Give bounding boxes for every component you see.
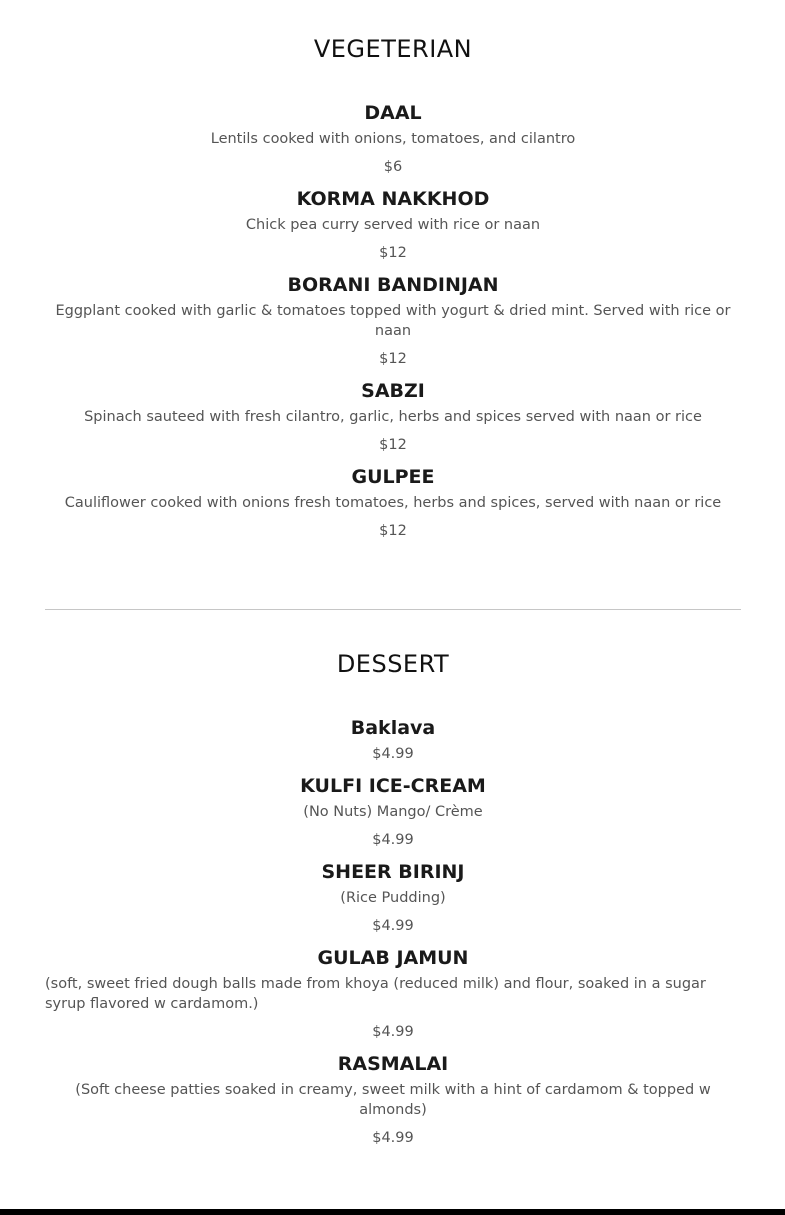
- item-price: $4.99: [372, 918, 414, 934]
- item-description: (Soft cheese patties soaked in creamy, sweet milk with a hint of cardamom & topped w almonds): [75, 1082, 711, 1118]
- dessert-section: [45, 649, 741, 1148]
- menu-item-baklava: [45, 716, 741, 764]
- item-name: GULPEE: [351, 466, 435, 488]
- menu-item-gulab-jamun: [45, 946, 741, 1042]
- item-description: Eggplant cooked with garlic & tomatoes topped with yogurt & dried mint. Served with rice or naan: [55, 303, 731, 339]
- item-name: BORANI BANDINJAN: [287, 274, 499, 296]
- item-description: Lentils cooked with onions, tomatoes, and cilantro: [210, 131, 576, 147]
- section-title: DESSERT: [336, 650, 450, 678]
- menu-item-borani-bandinjan: [45, 273, 741, 369]
- item-name: DAAL: [364, 102, 422, 124]
- item-name: KULFI ICE-CREAM: [300, 775, 486, 797]
- footer-bar: [0, 1209, 785, 1215]
- item-description: Spinach sauteed with fresh cilantro, garlic, herbs and spices served with naan or rice: [84, 409, 702, 425]
- item-name: RASMALAI: [337, 1053, 449, 1075]
- menu-item-rasmalai: [45, 1052, 741, 1148]
- item-price: $4.99: [372, 746, 414, 762]
- item-price: $12: [379, 437, 407, 453]
- item-name: Baklava: [350, 717, 436, 739]
- item-price: $4.99: [372, 832, 414, 848]
- item-name: SHEER BIRINJ: [321, 861, 465, 883]
- item-price: $6: [383, 159, 403, 175]
- item-price: $12: [379, 245, 407, 261]
- menu-item-daal: [45, 101, 741, 177]
- menu-item-korma-nakkhod: [45, 187, 741, 263]
- item-price: $4.99: [372, 1130, 414, 1146]
- item-description: (soft, sweet fried dough balls made from khoya (reduced milk) and flour, soaked in a sugar syrup flavored w cardamom.): [45, 976, 706, 1012]
- vegetarian-section: [45, 34, 741, 541]
- item-description: Chick pea curry served with rice or naan: [245, 217, 541, 233]
- menu-item-sheer-birinj: [45, 860, 741, 936]
- section-title: VEGETERIAN: [313, 35, 473, 63]
- item-name: GULAB JAMUN: [317, 947, 469, 969]
- item-description: (No Nuts) Mango/ Crème: [303, 804, 483, 820]
- item-name: SABZI: [361, 380, 425, 402]
- menu-item-sabzi: [45, 379, 741, 455]
- item-price: $12: [379, 351, 407, 367]
- item-description: Cauliflower cooked with onions fresh tomatoes, herbs and spices, served with naan or rice: [64, 495, 722, 511]
- item-price: $12: [379, 523, 407, 539]
- item-name: KORMA NAKKHOD: [296, 188, 490, 210]
- item-description: (Rice Pudding): [340, 890, 446, 906]
- section-divider: [45, 609, 741, 610]
- menu-item-gulpee: [45, 465, 741, 541]
- menu-item-kulfi-ice-cream: [45, 774, 741, 850]
- item-price: $4.99: [372, 1024, 414, 1040]
